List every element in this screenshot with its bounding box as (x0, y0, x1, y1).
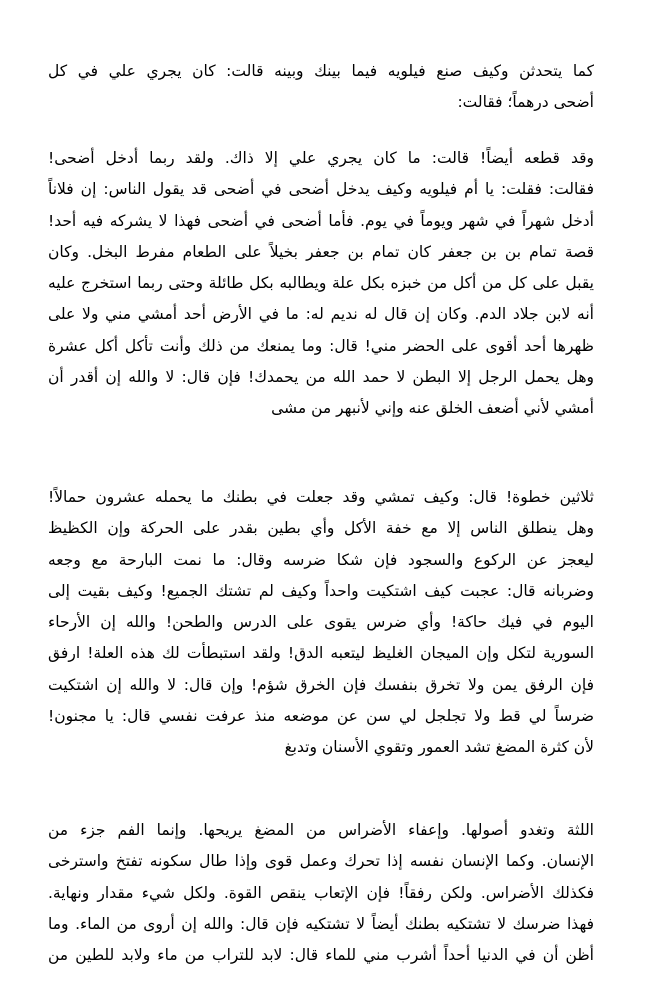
text-line: أدخل شهراً في شهر ويوماً في يوم. فأما أضحى في أضحى فهذا لا يشركه فيه أحد! (48, 211, 594, 230)
text-line: وهل ينطلق الناس إلا مع خفة الأكل وأي بطين بقدر على الحركة وإن الكظيظ (48, 519, 594, 538)
text-line: فقالت: فقلت: يا أم فيلويه وكيف يدخل أضحى في أضحى قد يقول الناس: إن فلاناً (48, 180, 594, 199)
text-line: أمشي لأني أضعف الخلق عنه وإني لأنبهر من مشى (271, 399, 594, 418)
text-line: ثلاثين خطوة! قال: وكيف تمشي وقد جعلت في بطنك ما يحمله عشرون حمالاً! (48, 488, 594, 506)
text-line: ظهرها أحد أقوى على الحضر مني! قال: وما يمنعك من ذلك وأنت تأكل أكل عشرة (48, 336, 594, 355)
text-line: ضرساً لي قط ولا تجلجل لي سن عن موضعه منذ عرفت نفسي قال: يا مجنون! (48, 707, 594, 726)
text-line: يقبل على كل من أكل من خبزه بكل علة ويطالبه بكل طائلة وحتى ربما استخرج عليه (48, 274, 594, 293)
text-line: قصة تمام بن بن جعفر كان تمام بن جعفر بخيلاً على الطعام مفرط البخل. وكان (48, 242, 594, 261)
text-line: كما يتحدثن وكيف صنع فيلويه فيما بينك وبينه قالت: كان يجري علي في كل (48, 62, 594, 80)
text-line: فكذلك الأضراس. ولكن رفقاً! فإن الإتعاب ينقص القوة. ولكل شيء مقدار ونهاية. (48, 883, 594, 902)
text-line: لأن كثرة المضغ تشد العمور وتقوي الأسنان وتدبغ (284, 738, 594, 757)
text-line: ليعجز عن الركوع والسجود فإن شكا ضرسه وقال: ما نمت البارحة مع وجعه (48, 550, 594, 569)
paragraph (48, 482, 594, 764)
text-line: أظن أن في الدنيا أحداً أشرب مني للماء قال: لابد للتراب من ماء ولابد للطين من (48, 946, 594, 965)
text-line: فهذا ضرسك لا تشتكيه بطنك أيضاً لا تشتكيه فإن قال: والله إن أروى من الماء. وما (48, 914, 594, 933)
text-line: السورية لتكل وإن الميجان الغليظ ليتعبه الدق! ولقد استبطأت لك هذه العلة! ارفق (48, 644, 594, 663)
text-line: أنه لابن جلاد الدم. وكان إن قال له نديم له: ما في الأرض أحد أمشي مني ولا على (48, 305, 594, 324)
text-line: الإنسان. وكما الإنسان نفسه إذا تحرك وعمل قوى وإذا طال سكونه تفتخ واسترخى (48, 852, 594, 871)
text-line: وقد قطعه أيضاً! قالت: ما كان يجري علي إلا ذاك. ولقد ربما أدخل أضحى! (48, 149, 594, 167)
text-line: اللثة وتغدو أصولها. وإعفاء الأضراس من المضغ يريحها. وإنما الفم جزء من (48, 821, 594, 839)
text-line: فإن الرفق يمن ولا تخرق بنفسك فإن الخرق شؤم! وإن قال: لا والله إن اشتكيت (48, 675, 594, 694)
text-line: وضربانه قال: عجبت كيف اشتكيت واحداً وكيف لم تشتك الجميع! وكيف بقيت إلى (48, 581, 594, 600)
text-line: أضحى درهماً؛ فقالت: (457, 93, 594, 112)
paragraph (48, 56, 594, 119)
paragraph (48, 815, 594, 971)
text-line: وهل يحمل الرجل إلا البطن لا حمد الله من يحمدك! فإن قال: لا والله إن أقدر أن (48, 368, 594, 387)
paragraph (48, 143, 594, 425)
text-line: اليوم في فيك حاكة! وأي ضرس يقوى على الدرس والطحن! والله إن الأرحاء (48, 613, 594, 632)
